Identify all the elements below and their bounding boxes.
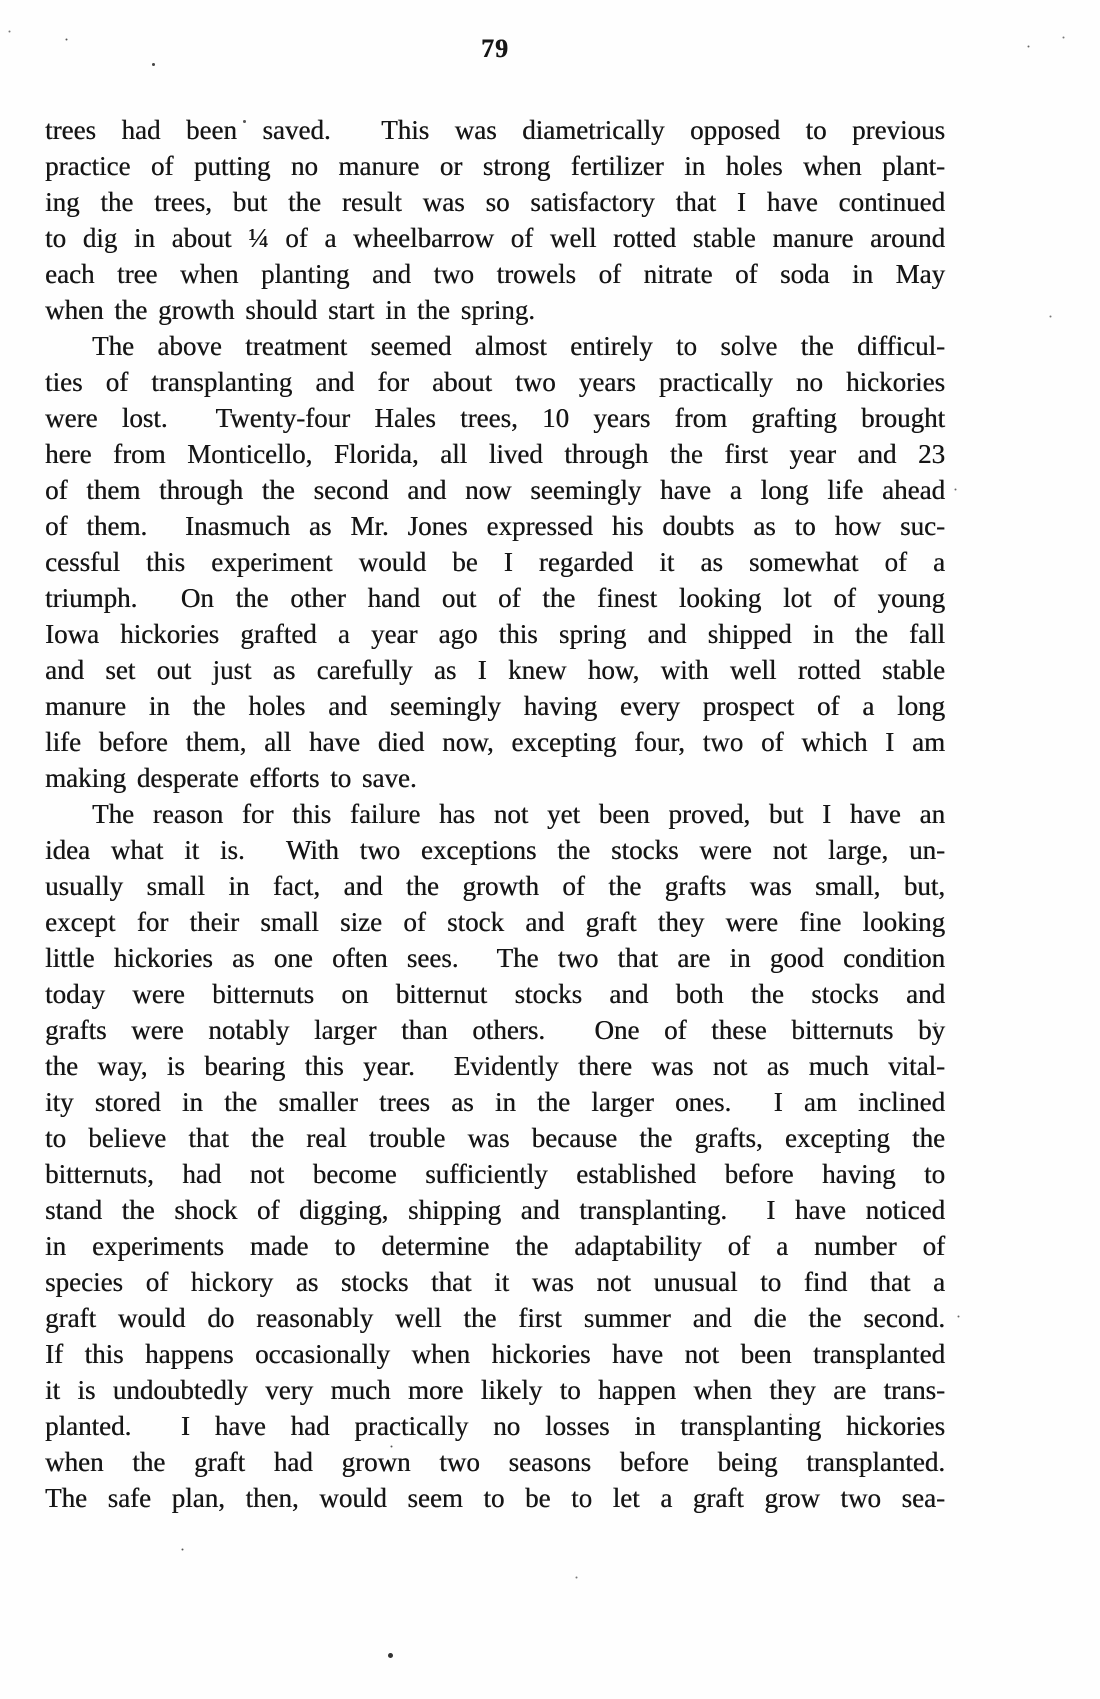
text-line: it is undoubtedly very much more likely to happen when they are trans- [45, 1375, 945, 1405]
text-line: species of hickory as stocks that it was not unusual to find that a [45, 1267, 945, 1297]
text-line: The above treatment seemed almost entirely to solve the difficul- [92, 331, 945, 361]
text-line: idea what it is. With two exceptions the stocks were not large, un- [45, 835, 945, 865]
text-line: in experiments made to determine the adaptability of a number of [45, 1231, 945, 1261]
text-line: If this happens occasionally when hickories have not been transplanted [45, 1339, 945, 1369]
body-text [45, 112, 945, 1516]
text-line: of them. Inasmuch as Mr. Jones expressed his doubts as to how suc- [45, 511, 945, 541]
text-line: bitternuts, had not become sufficiently established before having to [45, 1159, 945, 1189]
text-line: were lost. Twenty-four Hales trees, 10 years from grafting brought [45, 403, 945, 433]
text-line: the way, is bearing this year. Evidently there was not as much vital- [45, 1051, 945, 1081]
paragraph [45, 328, 945, 796]
text-line: except for their small size of stock and graft they were fine looking [45, 907, 945, 937]
text-line: grafts were notably larger than others. One of these bitternuts by [45, 1015, 945, 1045]
text-line: The safe plan, then, would seem to be to let a graft grow two sea- [45, 1483, 945, 1513]
text-line: The reason for this failure has not yet been proved, but I have an [92, 799, 945, 829]
text-line: ity stored in the smaller trees as in the larger ones. I am inclined [45, 1087, 945, 1117]
text-line: making desperate efforts to save. [45, 763, 417, 793]
text-line: stand the shock of digging, shipping and transplanting. I have noticed [45, 1195, 945, 1225]
text-line: today were bitternuts on bitternut stocks and both the stocks and [45, 979, 945, 1009]
text-line: here from Monticello, Florida, all lived through the first year and 23 [45, 439, 945, 469]
text-line: cessful this experiment would be I regarded it as somewhat of a [45, 547, 945, 577]
text-line: when the growth should start in the spring. [45, 295, 535, 325]
text-line: ing the trees, but the result was so satisfactory that I have continued [45, 187, 945, 217]
text-line: when the graft had grown two seasons before being transplanted. [45, 1447, 945, 1477]
text-line: trees had been saved. This was diametrically opposed to previous [45, 115, 945, 145]
text-line: graft would do reasonably well the first summer and die the second. [45, 1303, 945, 1333]
text-line: ties of transplanting and for about two years practically no hickories [45, 367, 945, 397]
text-line: and set out just as carefully as I knew how, with well rotted stable [45, 655, 945, 685]
text-line: each tree when planting and two trowels of nitrate of soda in May [45, 259, 945, 289]
paragraph [45, 112, 945, 328]
text-line: life before them, all have died now, excepting four, two of which I am [45, 727, 945, 757]
text-line: triumph. On the other hand out of the finest looking lot of young [45, 583, 945, 613]
text-line: to dig in about ¼ of a wheelbarrow of well rotted stable manure around [45, 223, 945, 253]
text-line: usually small in fact, and the growth of the grafts was small, but, [45, 871, 945, 901]
page-number: 79 [481, 34, 509, 63]
paragraph [45, 796, 945, 1516]
text-line: manure in the holes and seemingly having every prospect of a long [45, 691, 945, 721]
text-line: of them through the second and now seemingly have a long life ahead [45, 475, 945, 505]
scan-noise-specks [0, 0, 3, 3]
text-line: Iowa hickories grafted a year ago this spring and shipped in the fall [45, 619, 945, 649]
text-line: to believe that the real trouble was because the grafts, excepting the [45, 1123, 945, 1153]
text-line: little hickories as one often sees. The two that are in good condition [45, 943, 945, 973]
text-line: planted. I have had practically no losses in transplanting hickories [45, 1411, 945, 1441]
text-line: practice of putting no manure or strong fertilizer in holes when plant- [45, 151, 945, 181]
